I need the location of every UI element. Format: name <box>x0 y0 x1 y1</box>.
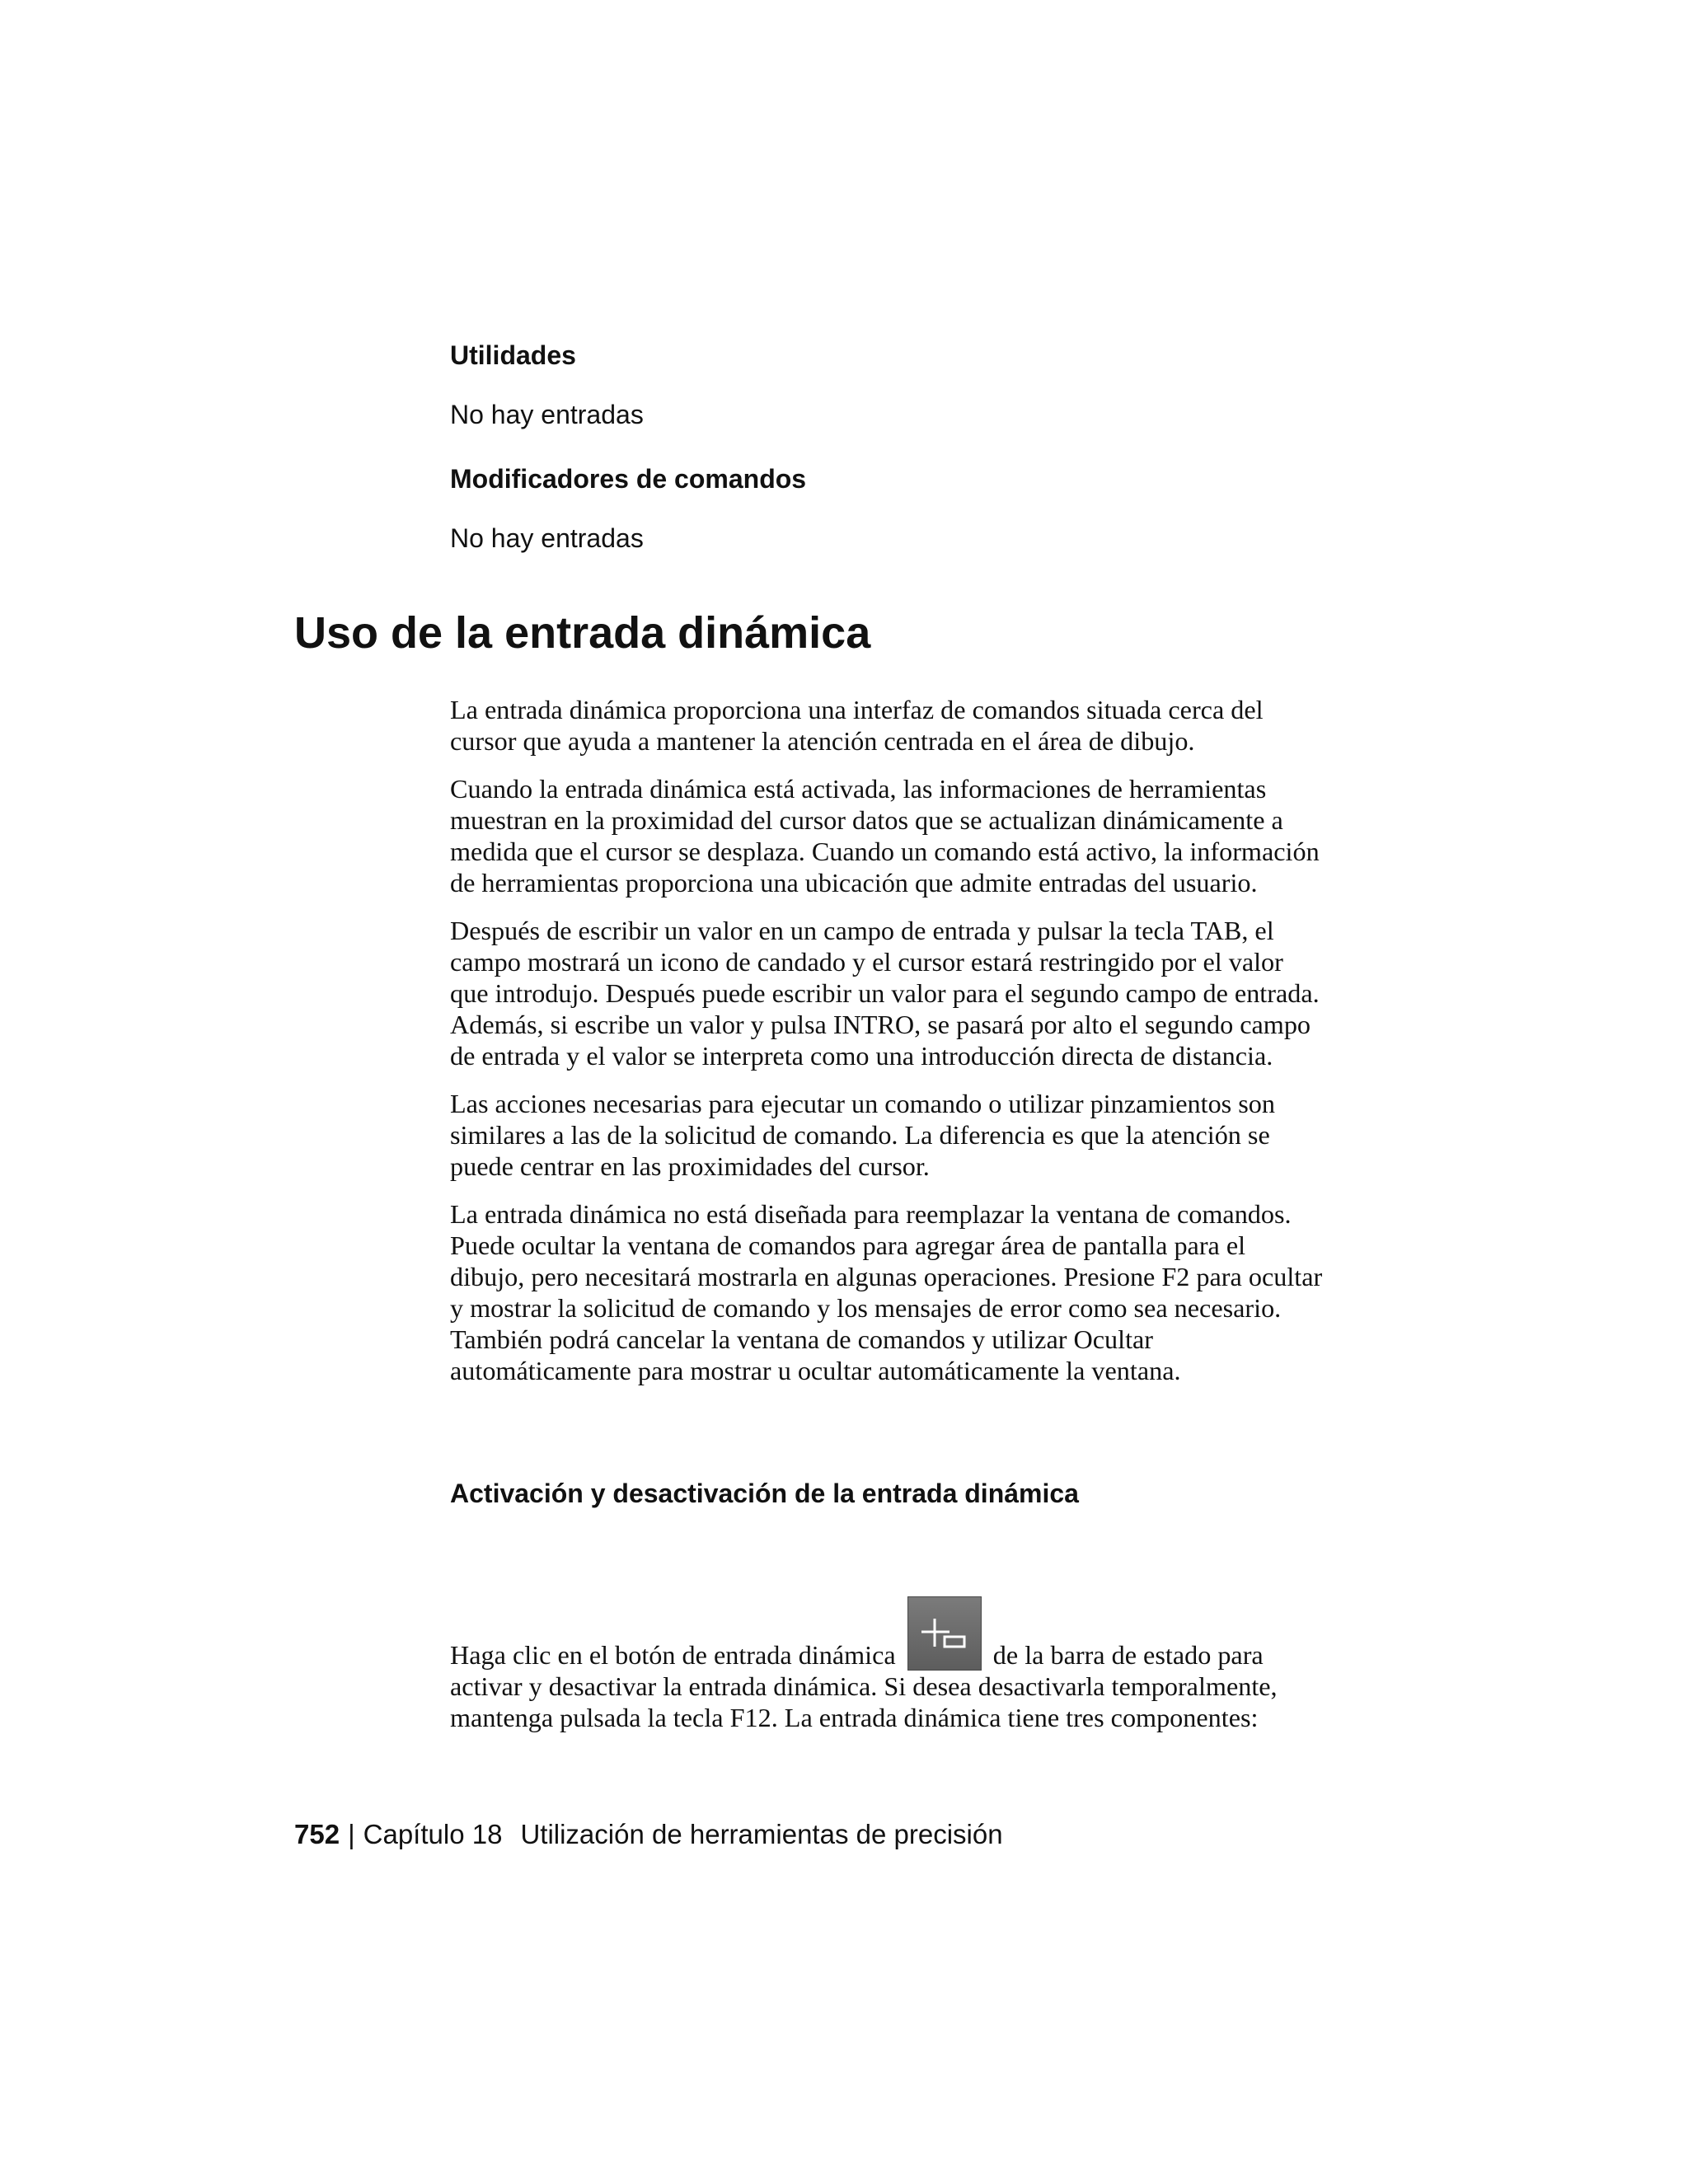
footer-separator: | <box>348 1819 355 1849</box>
paragraph: La entrada dinámica no está diseñada para reemplazar la ventana de comandos. Puede ocultar la ventana de comandos para agregar área de pantalla para el dibujo, pero necesitará mostrarla en algunas operaciones. Presione F2 para ocultar y mostrar la solicitud de comando y los mensajes de error como sea necesario. También podrá cancelar la ventana de comandos y utilizar Ocultar automáticamente para mostrar u ocultar automáticamente la ventana. <box>450 1199 1323 1385</box>
final-text-before: Haga clic en el botón de entrada dinámica <box>450 1640 896 1670</box>
page-footer <box>294 1818 1003 1851</box>
section-heading-modificadores: Modificadores de comandos <box>450 464 807 494</box>
footer-chapter-title: Utilización de herramientas de precisión <box>520 1819 1003 1849</box>
paragraph: Después de escribir un valor en un campo de entrada y pulsar la tecla TAB, el campo mostrará un icono de candado y el cursor estará restringido por el valor que introdujo. Después puede escribir un valor para el segundo campo de entrada. Además, si escribe un valor y pulsa INTRO, se pasará por alto el segundo campo de entrada y el valor se interpreta como una introducción directa de distancia. <box>450 916 1320 1071</box>
section-text-modificadores: No hay entradas <box>450 523 644 553</box>
paragraph: La entrada dinámica proporciona una interfaz de comandos situada cerca del cursor que ayuda a mantener la atención centrada en el área de dibujo. <box>450 695 1264 756</box>
paragraph: Las acciones necesarias para ejecutar un comando o utilizar pinzamientos son similares a las de la solicitud de comando. La diferencia es que la atención se puede centrar en las proximidades del cursor. <box>450 1089 1275 1181</box>
section-heading-utilidades: Utilidades <box>450 340 576 370</box>
subsection-title: Activación y desactivación de la entrada dinámica <box>450 1479 1079 1508</box>
paragraph: Cuando la entrada dinámica está activada, las informaciones de herramientas muestran en la proximidad del cursor datos que se actualizan dinámicamente a medida que el cursor se desplaza. Cuando un comando está activo, la información de herramientas proporciona una ubicación que admite entradas del usuario. <box>450 774 1320 898</box>
section-text-utilidades: No hay entradas <box>450 400 644 429</box>
footer-chapter: Capítulo 18 <box>363 1819 503 1849</box>
final-paragraph <box>450 1596 1324 1733</box>
dynamic-input-icon <box>907 1596 982 1671</box>
page-number: 752 <box>294 1819 340 1849</box>
body-text <box>450 694 1324 1403</box>
final-text-after: de la barra de estado para activar y desactivar la entrada dinámica. Si desea desactivarla temporalmente, mantenga pulsada la tecla F12. La entrada dinámica tiene tres componentes: <box>450 1640 1278 1732</box>
main-title: Uso de la entrada dinámica <box>294 608 871 658</box>
